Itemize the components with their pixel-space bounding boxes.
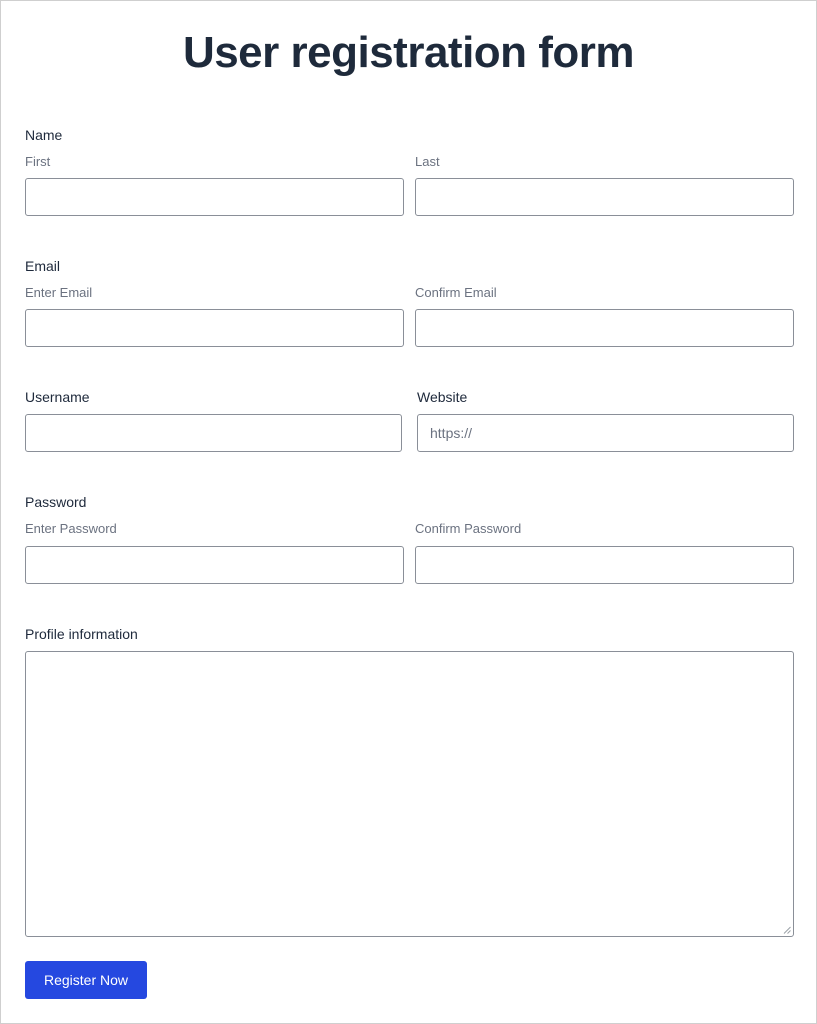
website-label: Website <box>417 389 468 405</box>
username-label: Username <box>25 389 90 405</box>
enter-password-sublabel: Enter Password <box>25 521 117 536</box>
confirm-password-sublabel: Confirm Password <box>415 521 522 536</box>
password-input[interactable] <box>25 546 404 584</box>
resize-grip-icon[interactable] <box>783 926 791 934</box>
last-name-input[interactable] <box>415 178 794 216</box>
profile-information-label: Profile information <box>25 626 138 642</box>
profile-information-textarea[interactable] <box>25 651 794 937</box>
first-name-input[interactable] <box>25 178 404 216</box>
website-input[interactable] <box>417 414 794 452</box>
username-input[interactable] <box>25 414 402 452</box>
password-label: Password <box>25 494 87 510</box>
last-name-sublabel: Last <box>415 154 440 169</box>
name-label: Name <box>25 127 63 143</box>
confirm-email-field[interactable] <box>415 309 794 347</box>
email-label: Email <box>25 258 61 274</box>
page-title: User registration form <box>182 28 635 77</box>
first-name-sublabel: First <box>25 154 51 169</box>
enter-email-sublabel: Enter Email <box>25 285 93 300</box>
email-field[interactable] <box>25 309 404 347</box>
confirm-email-sublabel: Confirm Email <box>415 285 497 300</box>
register-now-button[interactable]: Register Now <box>25 961 147 999</box>
confirm-password-input[interactable] <box>415 546 794 584</box>
